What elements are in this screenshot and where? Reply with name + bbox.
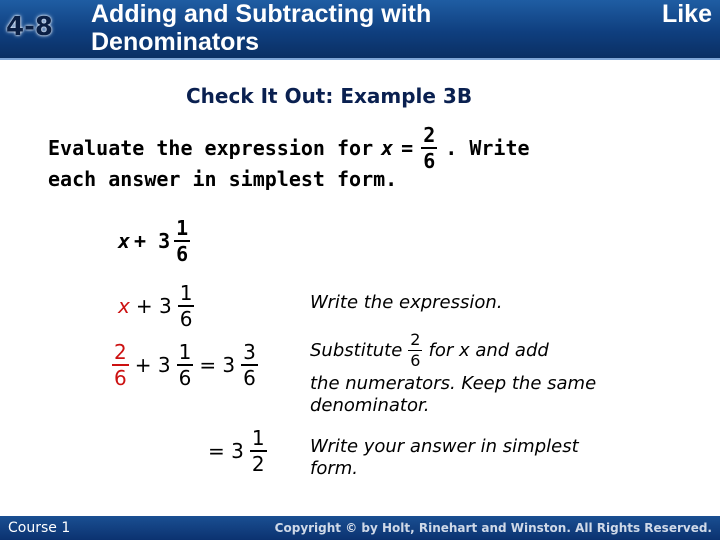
prompt-fraction xyxy=(421,125,437,171)
note-write-expression: Write the expression. xyxy=(310,292,503,313)
step2-substituted-denominator: 6 xyxy=(114,366,127,390)
step1-fraction xyxy=(178,283,195,329)
problem-fraction xyxy=(174,218,190,264)
problem-prompt xyxy=(48,125,530,193)
step2-substituted-numerator: 2 xyxy=(114,340,127,364)
note-substitute-line1 xyxy=(310,332,596,369)
step2-result-denominator: 6 xyxy=(243,366,256,390)
prompt-fraction-denominator: 6 xyxy=(423,149,436,173)
note-simplest-form-line2: form. xyxy=(310,458,359,479)
note-simplest-form-line1: Write your answer in simplest xyxy=(310,436,579,457)
note-simplest-form xyxy=(310,436,579,480)
lesson-header xyxy=(0,0,720,60)
prompt-fraction-numerator: 2 xyxy=(423,123,436,147)
note-substitute-fraction xyxy=(408,332,422,369)
note-substitute-line2: the numerators. Keep the same xyxy=(310,373,597,394)
lesson-title-right: Like xyxy=(661,0,712,28)
step3-equals-three: = 3 xyxy=(208,439,244,463)
prompt-text-after: . Write xyxy=(445,136,530,160)
problem-plus-three: + 3 xyxy=(134,229,171,253)
step3-result-numerator: 1 xyxy=(251,426,265,450)
problem-fraction-numerator: 1 xyxy=(176,216,189,240)
problem-fraction-denominator: 6 xyxy=(176,242,189,266)
step1-variable: x xyxy=(118,294,130,318)
lesson-title-line2: Denominators xyxy=(91,28,260,56)
step2-result-numerator: 3 xyxy=(243,340,256,364)
prompt-line2: each answer in simplest form. xyxy=(48,167,398,191)
step2-result-fraction xyxy=(241,342,258,388)
step3-result-denominator: 2 xyxy=(251,452,265,476)
example-subtitle: Check It Out: Example 3B xyxy=(186,84,473,108)
note-substitute xyxy=(310,332,596,417)
step1-expression xyxy=(118,283,194,329)
slide-footer xyxy=(0,516,720,540)
note-substitute-text: Substitute xyxy=(310,339,403,361)
note-substitute-text-after: for x and add xyxy=(428,339,549,361)
prompt-variable: x xyxy=(381,136,394,160)
problem-expression xyxy=(118,218,190,264)
step2-addend-fraction xyxy=(177,342,194,388)
step1-plus-three: + 3 xyxy=(135,294,172,318)
lesson-number: 4-8 xyxy=(6,12,53,42)
step2-addend-denominator: 6 xyxy=(178,366,192,390)
note-substitute-line3: denominator. xyxy=(310,395,430,416)
step1-fraction-numerator: 1 xyxy=(179,281,193,305)
step2-substituted-fraction xyxy=(112,342,129,388)
prompt-text: Evaluate the expression for xyxy=(48,136,374,160)
step3-expression xyxy=(208,428,267,474)
course-label: Course 1 xyxy=(8,520,71,536)
copyright-notice: Copyright © by Holt, Rinehart and Winston. All Rights Reserved. xyxy=(274,521,712,535)
lesson-title-line1: Adding and Subtracting with xyxy=(91,0,432,28)
step3-result-fraction xyxy=(250,428,267,474)
prompt-equals: = xyxy=(401,136,414,160)
step2-equals-three: = 3 xyxy=(199,353,236,377)
step1-fraction-denominator: 6 xyxy=(179,307,193,331)
step2-expression xyxy=(112,342,258,388)
note-substitute-denominator: 6 xyxy=(410,351,421,370)
step2-addend-numerator: 1 xyxy=(178,340,192,364)
note-substitute-numerator: 2 xyxy=(410,330,421,349)
step2-plus-three: + 3 xyxy=(134,353,171,377)
problem-variable: x xyxy=(118,229,131,253)
